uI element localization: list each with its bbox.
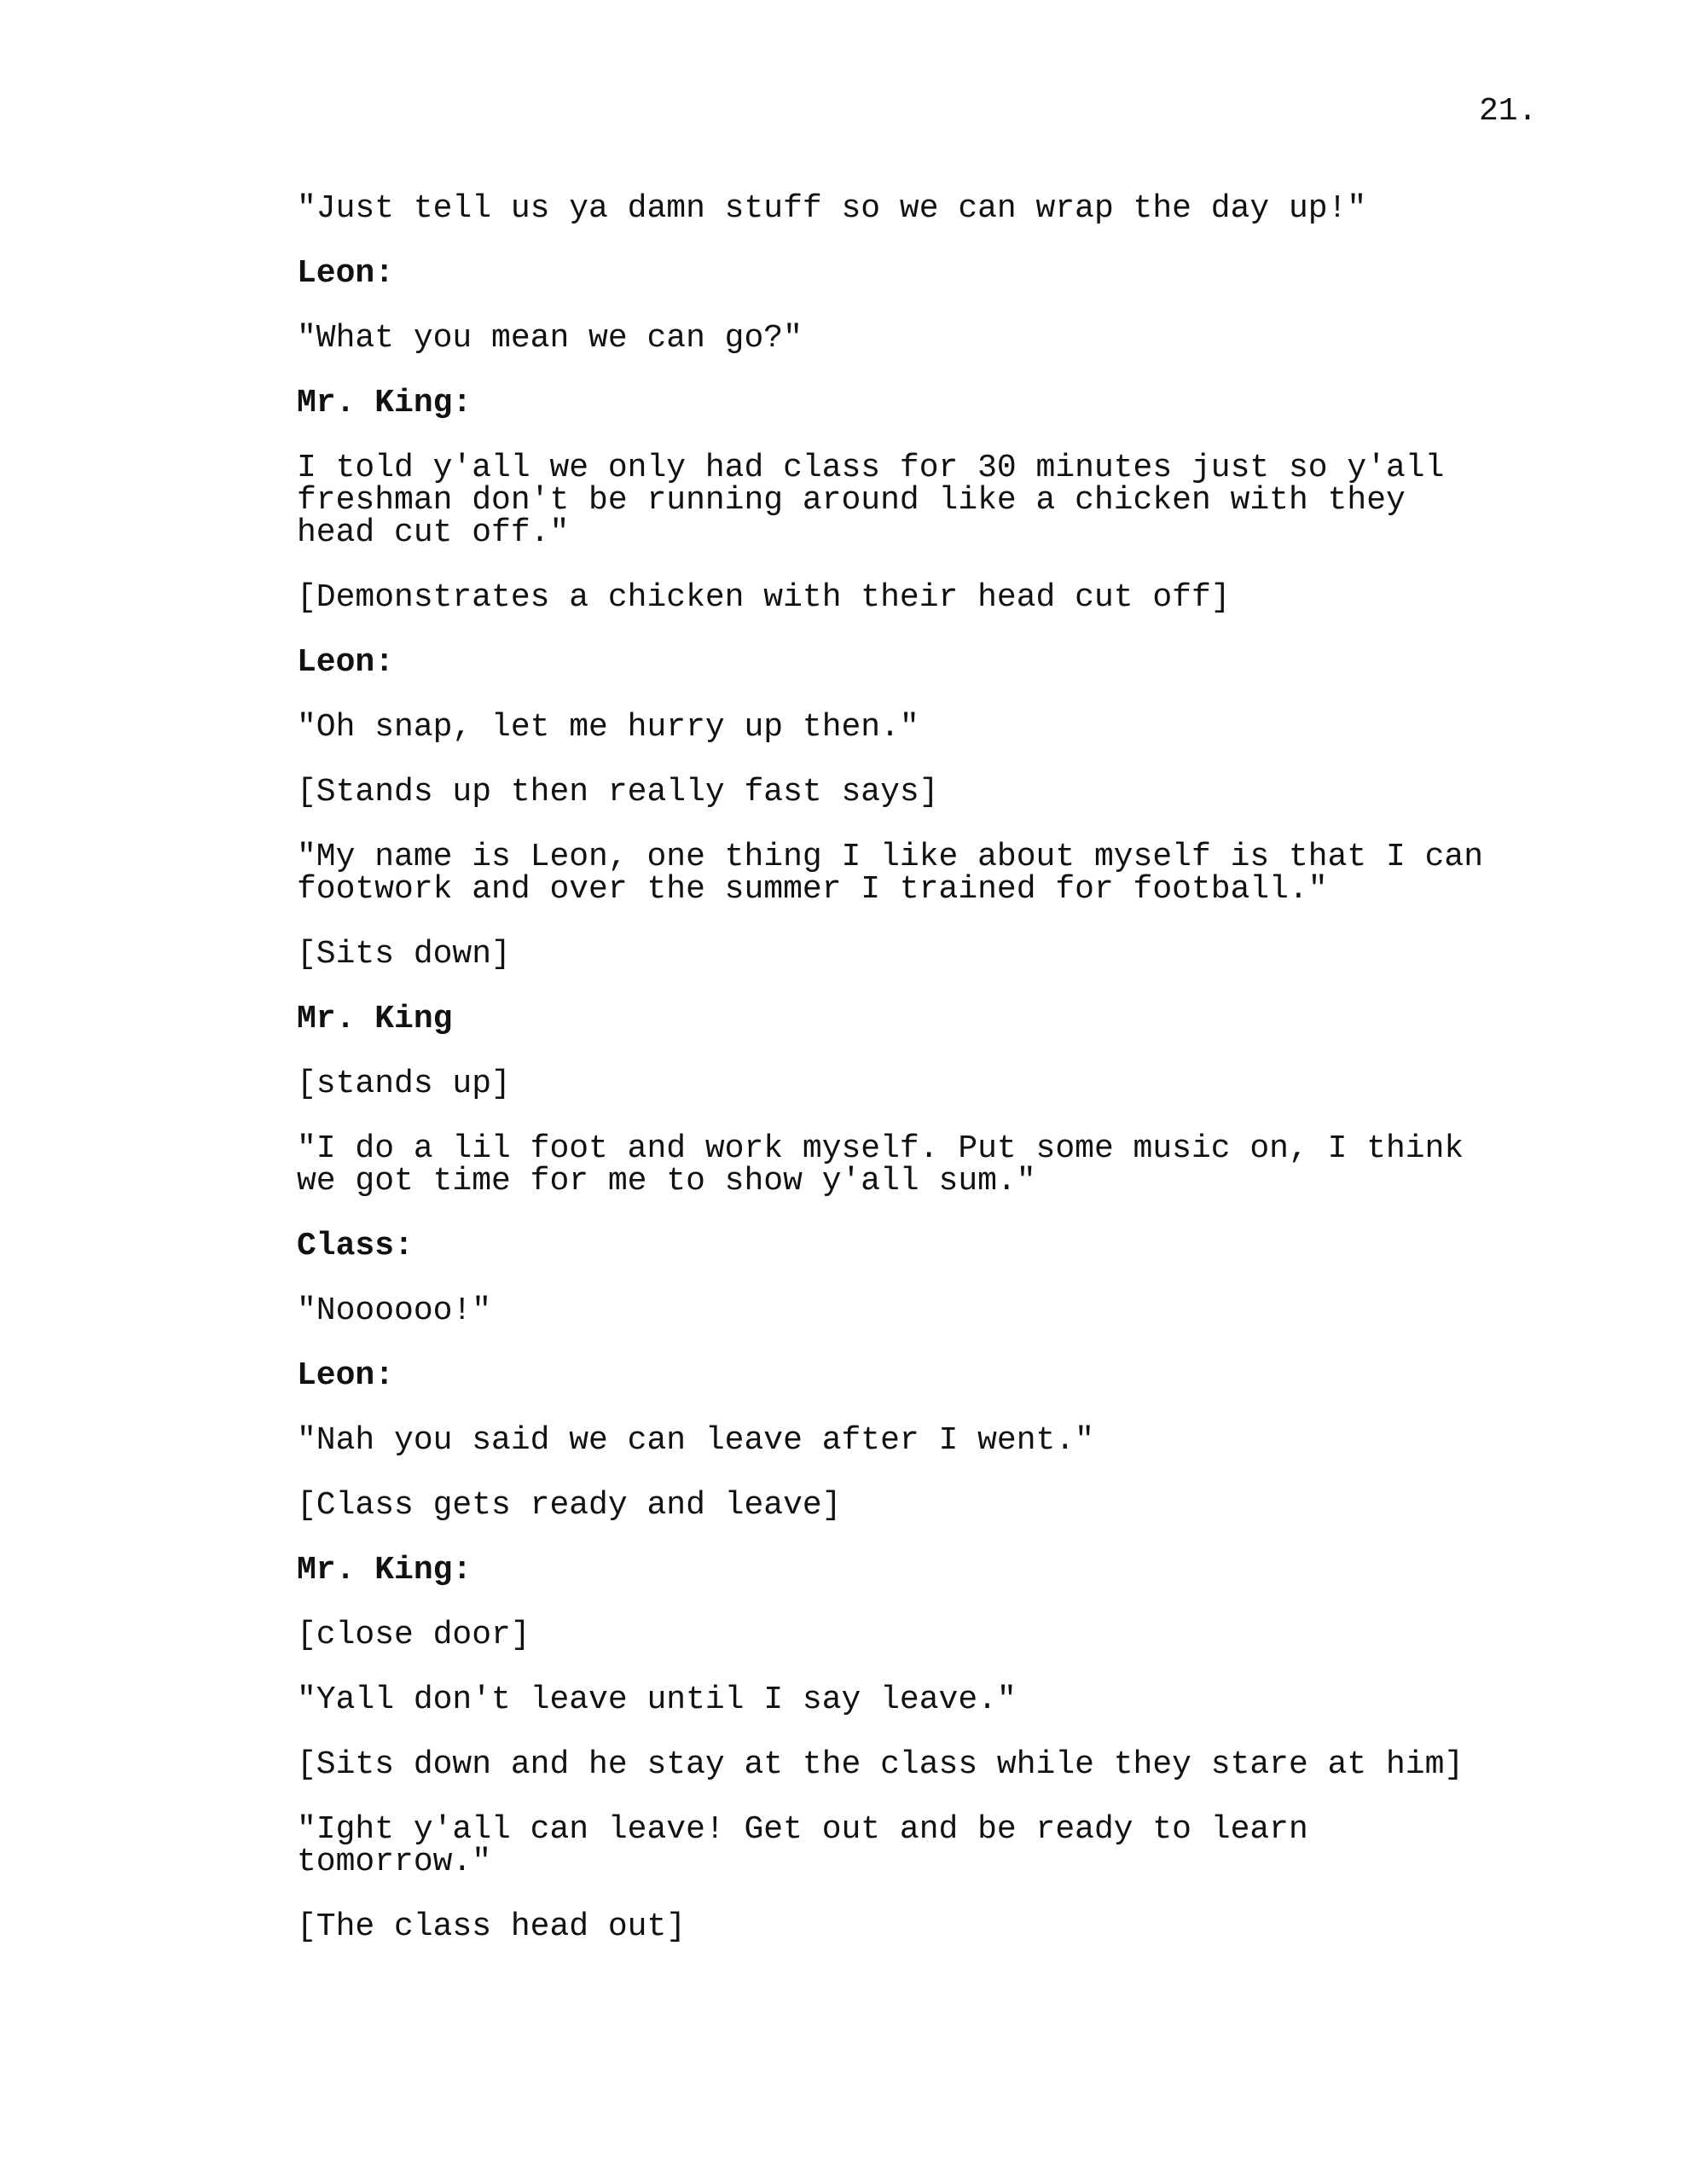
stage-direction: [close door] — [297, 1617, 530, 1653]
dialogue-line: "Yall don't leave until I say leave." — [297, 1682, 1017, 1718]
dialogue-line: "What you mean we can go?" — [297, 320, 803, 357]
stage-direction: [Class gets ready and leave] — [297, 1487, 842, 1524]
character-name: Mr. King — [297, 1001, 453, 1037]
dialogue-line: "I do a lil foot and work myself. Put some music on, I think we got time for me to show y'all sum." — [297, 1130, 1464, 1199]
dialogue-line: "Just tell us ya damn stuff so we can wrap the day up!" — [297, 190, 1367, 227]
character-name: Mr. King: — [297, 385, 472, 421]
stage-direction: [Stands up then really fast says] — [297, 774, 939, 810]
character-name: Leon: — [297, 644, 395, 681]
character-name: Leon: — [297, 1357, 395, 1394]
character-name: Class: — [297, 1228, 414, 1264]
character-name: Leon: — [297, 255, 395, 292]
script-body — [297, 190, 1525, 1976]
stage-direction: [Sits down] — [297, 936, 511, 973]
dialogue-line: "My name is Leon, one thing I like about myself is that I can footwork and over the summer I trained for football." — [297, 839, 1484, 908]
dialogue-line: I told y'all we only had class for 30 minutes just so y'all freshman don't be running around like a chicken with they head cut off." — [297, 450, 1445, 551]
page-number: 21. — [1479, 93, 1538, 130]
stage-direction: [Sits down and he stay at the class while they stare at him] — [297, 1746, 1464, 1783]
stage-direction: [The class head out] — [297, 1908, 687, 1945]
character-name: Mr. King: — [297, 1552, 472, 1589]
dialogue-line: "Ight y'all can leave! Get out and be ready to learn tomorrow." — [297, 1811, 1308, 1880]
stage-direction: [stands up] — [297, 1066, 511, 1102]
dialogue-line: "Nah you said we can leave after I went." — [297, 1422, 1094, 1459]
stage-direction: [Demonstrates a chicken with their head cut off] — [297, 579, 1231, 616]
dialogue-line: "Oh snap, let me hurry up then." — [297, 709, 919, 746]
dialogue-line: "Noooooo!" — [297, 1292, 492, 1329]
